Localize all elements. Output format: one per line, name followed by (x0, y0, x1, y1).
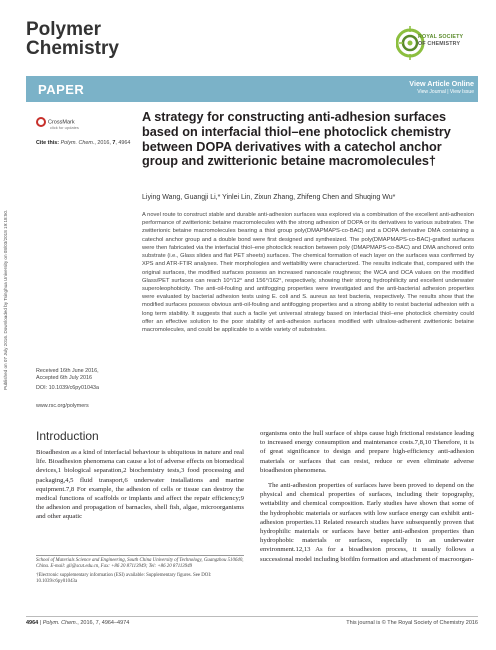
citation-info: Cite this: Polym. Chem., 2016, 7, 4964 (36, 140, 131, 146)
paper-title: A strategy for constructing anti-adhesion surfaces based on interfacial thiol–ene photoclick chemistry between DOPA derivatives with a catechol anchor group and zwitterionic betaine macromolecules† (142, 110, 451, 169)
footnote-divider (36, 555, 244, 556)
body-column-left (36, 448, 244, 528)
article-type-label: PAPER (38, 82, 85, 97)
footnotes (36, 558, 244, 588)
crossmark-button[interactable]: CrossMark click for updates (36, 117, 79, 130)
download-watermark: Published on 07 July 2016. Downloaded by Tsinghua University on 08/03/2018 19:18:50. (3, 209, 8, 390)
crossmark-icon (36, 117, 46, 127)
esi-footnote: †Electronic supplementary information (ESI) available: Supplementary figures. See DOI: 10.1039/c6py01043a (36, 572, 212, 585)
body-column-right (260, 429, 474, 570)
affiliation-footnote: School of Materials Science and Engineering, South China University of Technology, Guangzhou 510640, China. E-mail: gli@scut.edu.cn, Fax: +86 20 87113949; Tel: +86 20 87113949 (36, 558, 244, 570)
view-journal-issue-links[interactable]: View Journal | View Issue (417, 89, 474, 95)
view-article-online-link[interactable]: View Article Online (409, 79, 474, 88)
paragraph: organisms onto the hull surface of ships cause high frictional resistance leading to increased energy consumption and maintenance costs.7,8,10 Therefore, it is of great significance to design and prepare high-efficiency anti-adhesion materials or surfaces that can resist, reduce or even eliminate adverse bioadhesion phenomena. (260, 430, 474, 474)
footer-page-ref: 4964 | Polym. Chem., 2016, 7, 4964–4974 (26, 620, 130, 626)
doi-link[interactable]: DOI: 10.1039/c6py01043a (36, 385, 99, 391)
paragraph: The anti-adhesion properties of surfaces have been proved to depend on the physical and chemical properties of surfaces, including their topography, wettability and chemical composition. Early studies have shown that some of the hydrophobic materials or surfaces with low surface energy can exhibit anti-adhesion properties.11 Related research studies have subsequently proven that hydrophilic materials or surfaces have better anti-adhesion properties than hydrophobic materials or surfaces, especially in an underwater environment.12,13 As for a bioadhesion process, it usually follows a successional model including biofilm formation and attachment of macroorgan- (260, 482, 474, 563)
author-list: Liying Wang, Guangji Li,* Yinlei Lin, Zixun Zhang, Zhifeng Chen and Shuqing Wu* (142, 194, 396, 201)
journal-title: Polymer Chemistry (26, 19, 119, 59)
paragraph: Bioadhesion as a kind of interfacial behaviour is ubiquitous in nature and real life. Bioadhesion phenomena can cause a lot of adverse effects on biomedical devices,1 biological separation,2 biochemistry tests,3 food processing and packaging,4,5 fluid transport,6 underwater installations and marine equipment.7,8 For example, the adhesion of cells or tissue can destroy the medical functions of scaffolds or implants and affect the repair efficiency;9 the adhesion and propagation of barnacles, shell fish, algae, microorganisms and other aquatic (36, 449, 244, 521)
journal-url-link[interactable]: www.rsc.org/polymers (36, 403, 89, 409)
rsc-logo-text: ROYAL SOCIETY OF CHEMISTRY (418, 34, 464, 47)
footer-divider (26, 616, 478, 617)
footer-copyright: This journal is © The Royal Society of Chemistry 2016 (346, 620, 478, 626)
abstract: A novel route to construct stable and durable anti-adhesion surfaces was explored via a combination of the excellent anti-adhesion performance of zwitterionic betaine macromolecules with the strong adhesion of DOPA or its derivatives to various substrates. The zwitterionic betaine macromolecules bearing a thiol group poly(DMAPMAPS-co-BAC) and a DOPA derivative DMA containing a catechol anchor group and a double bond were first designed and synthesized. The poly(DMAPMAPS-co-BAC)-grafted surfaces were then fabricated via the interfacial thiol–ene photoclick reaction between poly (DMAPMAPS-co-BAC) and DMA anchored onto substrate (i.e., Glass slides and flat PET sheets) surfaces. The chemical formation of each layer on the surfaces was confirmed by XPS and ATR-FTIR analyses. Their morphologies and wettability were characterized. The results indicate that, compared with the original surfaces, the modified surfaces possess an increased nanoscale roughness; the WCA and OCA values on the modified Glass/PET surfaces can reach 10°/12° and 156°/162°, respectively, showing their strong hydrophilicity and excellent underwater superoleophobicity. The anti-oil-fouling and antifogging properties were investigated and the anti-bacterial adhesion properties were evaluated by bacterial adhesion tests using E. coli and S. aureus as test bacteria, respectively. The results show that the modified surfaces possess obvious anti-oil-fouling and antifogging properties and a strong ability to resist bacterial adhesion with a long term stability. It suggests that such a facile yet universal strategy based on interfacial thiol–ene photoclick chemistry could offer an effective solution to the poor stability of anti-adhesion surfaces modified with ultralow-adherent zwitterionic betaine macromolecules, and could be applicable to a wide variety of substrates. (142, 212, 474, 334)
section-heading-introduction: Introduction (36, 429, 99, 443)
article-history: Received 16th June 2016, Accepted 6th July 2016 (36, 368, 99, 381)
